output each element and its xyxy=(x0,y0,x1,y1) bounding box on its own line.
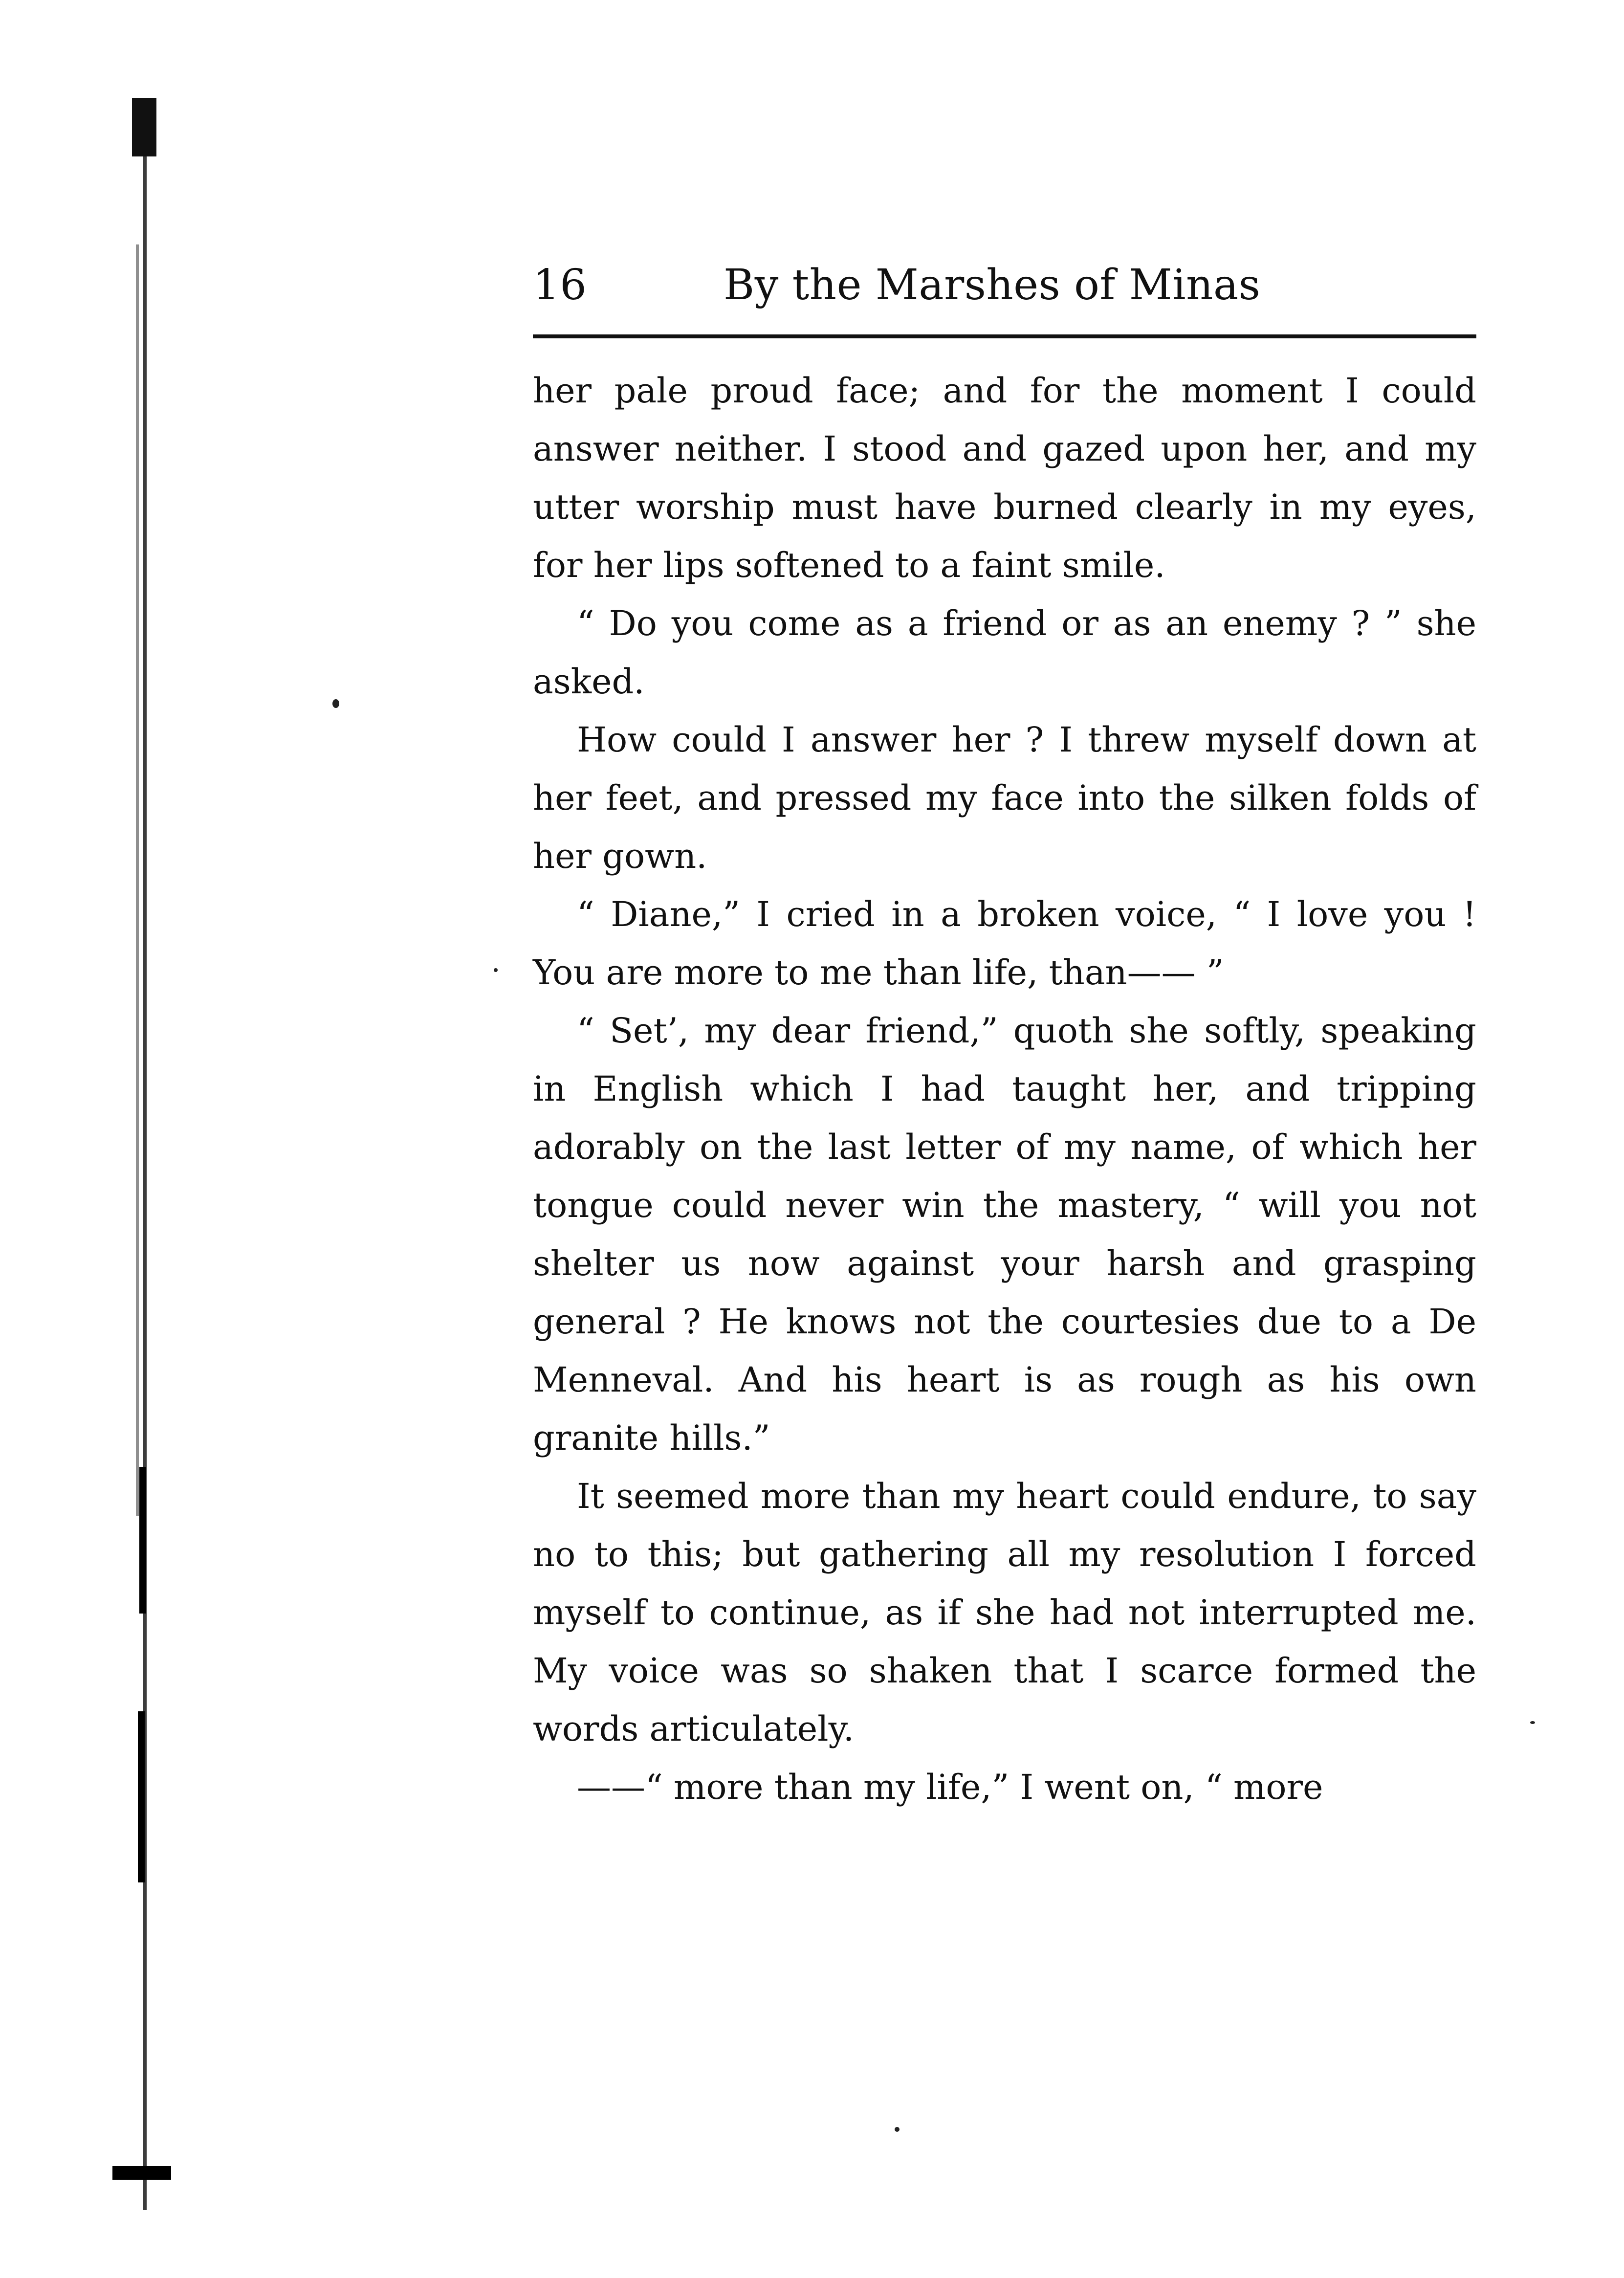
paragraph: “ Set’, my dear friend,” quoth she softly, speaking in English which I had taught her, and tripping adorably on the last letter of my name, of which her tongue could never win the mastery, “ will you not shelter us now against your harsh and grasping general ? He knows not the courtesies due to a De Menneval. And his heart is as rough as his own granite hills.” xyxy=(533,1011,1476,1458)
running-header xyxy=(533,261,1476,338)
running-title: By the Marshes of Minas xyxy=(724,261,1261,310)
paragraph: her pale proud face; and for the moment I could answer neither. I stood and gazed upon her, and my utter worship must have burned clearly in my eyes, for her lips softened to a faint smile. xyxy=(533,371,1476,585)
page-number: 16 xyxy=(533,261,587,310)
scan-speck xyxy=(895,2127,900,2132)
paragraph: It seemed more than my heart could endure, to say no to this; but gathering all my resolution I forced myself to continue, as if she had not interrupted me. My voice was so shaken that I scarce formed the words articulately. xyxy=(533,1476,1476,1749)
paragraph: “ Do you come as a friend or as an enemy ? ” she asked. xyxy=(533,603,1476,702)
scan-speck xyxy=(494,968,498,972)
paragraph: ——“ more than my life,” I went on, “ more xyxy=(577,1767,1323,1807)
book-page xyxy=(533,261,1476,1816)
body-text xyxy=(533,362,1476,1816)
scan-speck xyxy=(332,699,339,708)
paragraph: How could I answer her ? I threw myself down at her feet, and pressed my face into the silken folds of her gown. xyxy=(533,720,1476,876)
scan-binding-edge xyxy=(112,98,171,2210)
scan-speck xyxy=(1530,1721,1535,1724)
paragraph: “ Diane,” I cried in a broken voice, “ I love you ! You are more to me than life, than—— ” xyxy=(533,894,1476,993)
